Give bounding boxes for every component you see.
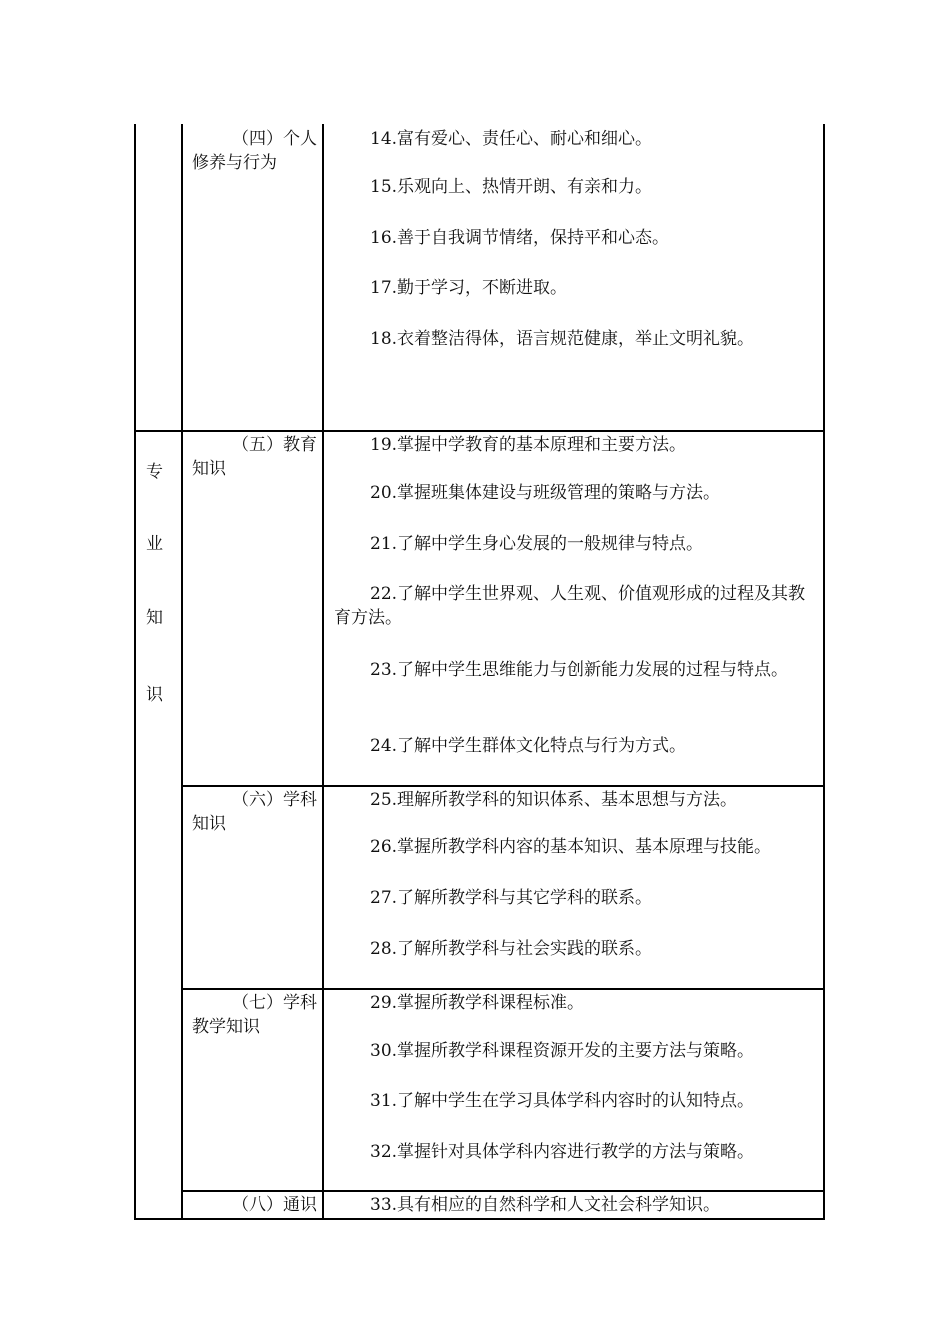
list-item: 15.乐观向上、热情开朗、有亲和力。	[370, 177, 653, 197]
list-item: 27.了解所教学科与其它学科的联系。	[370, 888, 653, 908]
list-item: 24.了解中学生群体文化特点与行为方式。	[370, 736, 687, 756]
list-item: 25.理解所教学科的知识体系、基本思想与方法。	[370, 790, 738, 810]
row-divider-8	[181, 1190, 825, 1192]
list-item: 26.掌握所教学科内容的基本知识、基本原理与技能。	[370, 837, 772, 857]
section-label-char: 知	[146, 608, 163, 628]
list-item: 18.衣着整洁得体，语言规范健康，举止文明礼貌。	[370, 329, 755, 349]
list-item: 14.富有爱心、责任心、耐心和细心。	[370, 129, 653, 149]
subsection-title-subject-knowledge: （六）学科知识	[192, 790, 317, 834]
list-item: 17.勤于学习，不断进取。	[370, 278, 568, 298]
list-item: 33.具有相应的自然科学和人文社会科学知识。	[370, 1195, 721, 1215]
list-item: 21.了解中学生身心发展的一般规律与特点。	[370, 534, 704, 554]
list-item: 23.了解中学生思维能力与创新能力发展的过程与特点。	[370, 660, 789, 680]
list-item: 28.了解所教学科与社会实践的联系。	[370, 939, 653, 959]
table-border-right	[823, 124, 825, 1220]
list-item: 30.掌握所教学科课程资源开发的主要方法与策略。	[370, 1041, 755, 1061]
subsection-title-subject-teaching-knowledge: （七）学科教学知识	[192, 993, 317, 1037]
list-item: 22.了解中学生世界观、人生观、价值观形成的过程及其教育方法。	[334, 584, 806, 628]
list-item: 32.掌握针对具体学科内容进行教学的方法与策略。	[370, 1142, 755, 1162]
subsection-title-education-knowledge: （五）教育知识	[192, 435, 317, 479]
table-divider-col2	[322, 124, 324, 1220]
list-item: 29.掌握所教学科课程标准。	[370, 993, 585, 1013]
row-divider-7	[181, 988, 825, 990]
row-divider-section	[134, 430, 825, 432]
table-border-left	[134, 124, 136, 1220]
subsection-title-personal-conduct: （四）个人修养与行为	[192, 129, 317, 173]
table-divider-col1	[181, 124, 183, 1220]
list-item: 19.掌握中学教育的基本原理和主要方法。	[370, 435, 687, 455]
section-label-char: 业	[146, 534, 163, 554]
table-border-bottom	[134, 1218, 825, 1220]
list-item: 20.掌握班集体建设与班级管理的策略与方法。	[370, 483, 721, 503]
section-label-char: 专	[146, 462, 163, 482]
list-item: 16.善于自我调节情绪，保持平和心态。	[370, 228, 670, 248]
list-item: 31.了解中学生在学习具体学科内容时的认知特点。	[370, 1091, 755, 1111]
section-label-char: 识	[146, 685, 163, 705]
subsection-title-general-knowledge: （八）通识	[232, 1195, 317, 1215]
row-divider-6	[181, 785, 825, 787]
